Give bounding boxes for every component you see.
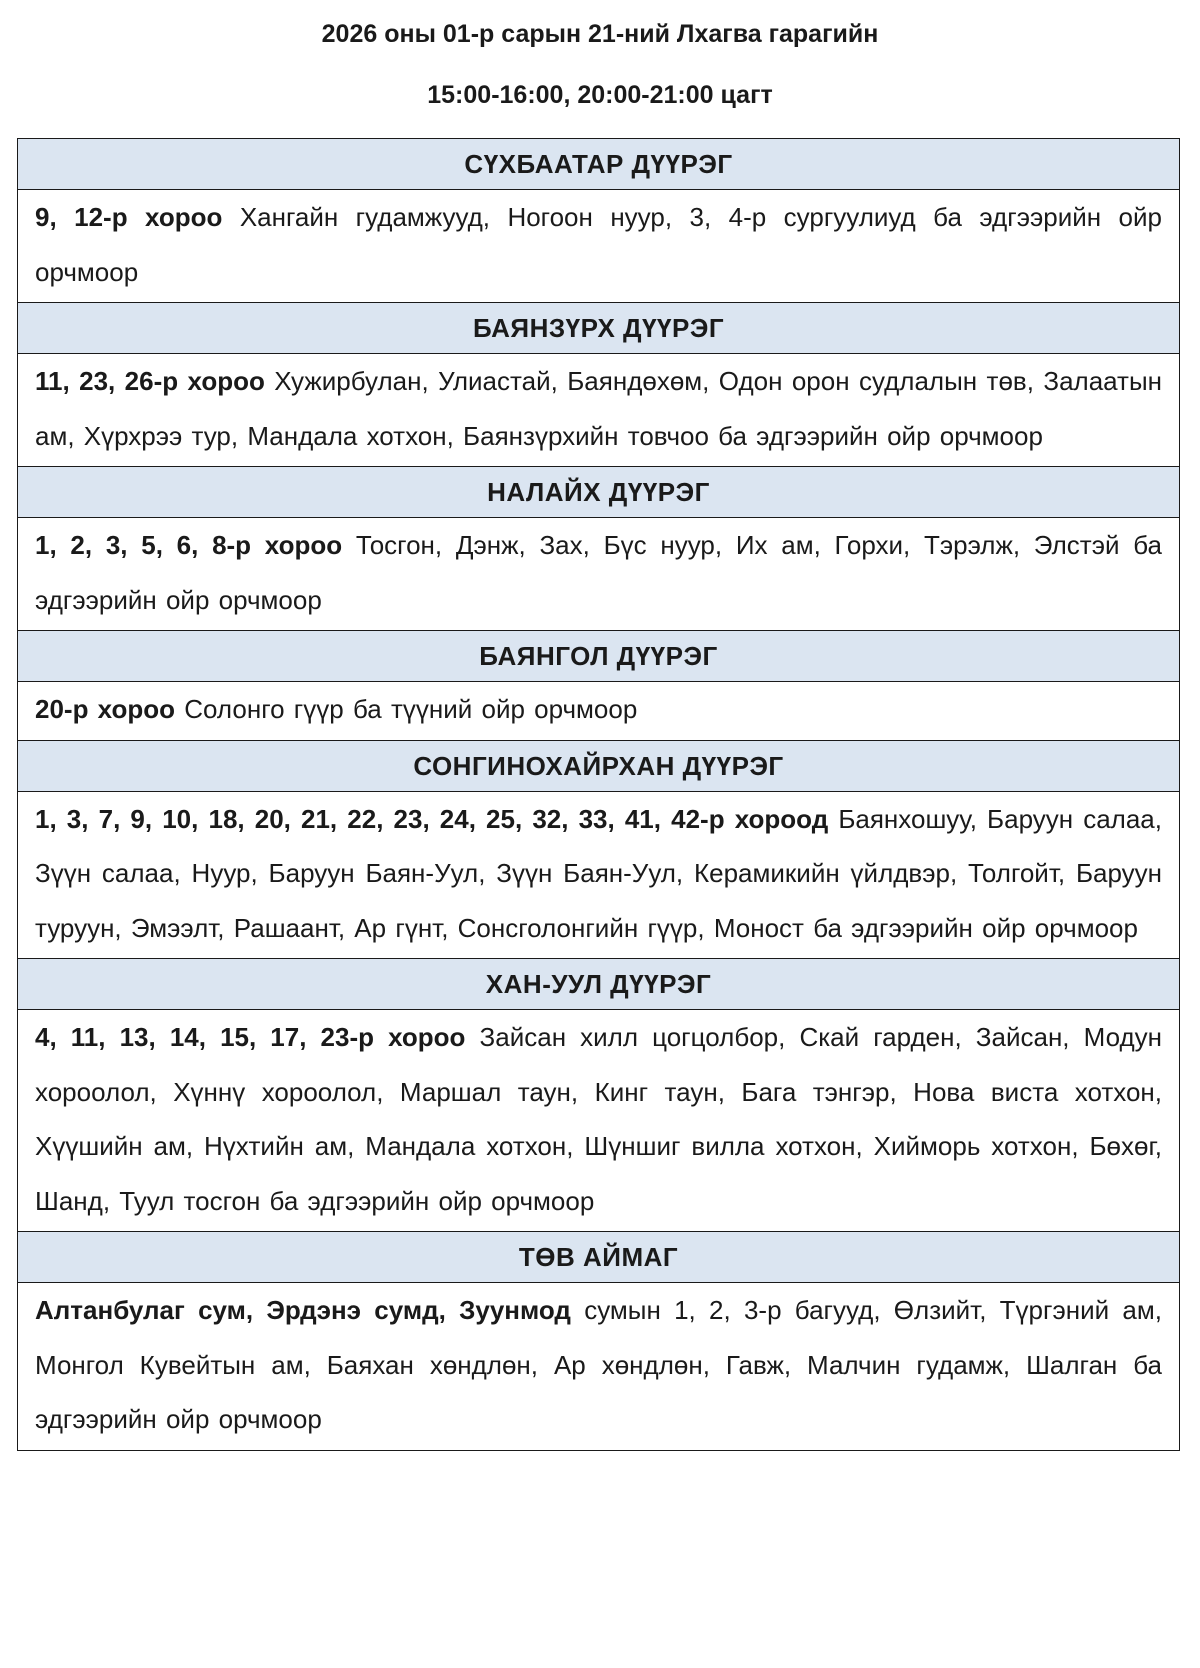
district-header-row xyxy=(18,303,1180,354)
district-name: СОНГИНОХАЙРХАН ДҮҮРЭГ xyxy=(18,740,1180,791)
khoroo-numbers: 1, 2, 3, 5, 6, 8-р хороо xyxy=(35,530,343,560)
district-areas xyxy=(18,791,1180,959)
khoroo-numbers: 4, 11, 13, 14, 15, 17, 23-р хороо xyxy=(35,1022,466,1052)
district-header-row xyxy=(18,959,1180,1010)
area-list: Баянхошуу, Баруун салаа, Зүүн салаа, Нуур, Баруун Баян-Уул, Зүүн Баян-Уул, Керамикийн үйлдвэр, Толгойт, Баруун туруун, Эмээлт, Рашаант, Ар гүнт, Сонсголонгийн гүүр, Моност ба эдгээрийн ойр орчмоор xyxy=(35,803,1162,943)
district-name: ТӨВ АЙМАГ xyxy=(18,1232,1180,1283)
khoroo-numbers: 11, 23, 26-р хороо xyxy=(35,366,265,396)
district-areas xyxy=(18,682,1180,741)
district-areas-row xyxy=(18,791,1180,959)
district-areas-row xyxy=(18,190,1180,303)
notice-date-heading: 2026 оны 01-р сарын 21-ний Лхагва гарагийн xyxy=(321,20,879,48)
district-header-row xyxy=(18,740,1180,791)
khoroo-numbers: 9, 12-р хороо xyxy=(35,202,223,232)
area-list: Тосгон, Дэнж, Зах, Бүс нуур, Их ам, Горхи, Тэрэлж, Элстэй ба эдгээрийн ойр орчмоор xyxy=(35,530,1162,615)
khoroo-numbers: 20-р хороо xyxy=(35,694,176,724)
district-name: ХАН-УУЛ ДҮҮРЭГ xyxy=(18,959,1180,1010)
district-name: БАЯНГОЛ ДҮҮРЭГ xyxy=(18,631,1180,682)
district-name: НАЛАЙХ ДҮҮРЭГ xyxy=(18,467,1180,518)
district-name: БАЯНЗҮРХ ДҮҮРЭГ xyxy=(18,303,1180,354)
area-list: сумын 1, 2, 3-р багууд, Өлзийт, Түргэний ам, Монгол Кувейтын ам, Баяхан хөндлөн, Ар хөндлөн, Гавж, Малчин гудамж, Шалган ба эдгээрийн ойр орчмоор xyxy=(35,1295,1162,1434)
district-areas xyxy=(18,1283,1180,1451)
district-header-row xyxy=(18,139,1180,190)
district-areas-row xyxy=(18,682,1180,741)
district-areas xyxy=(18,518,1180,631)
district-areas xyxy=(18,354,1180,467)
district-header-row xyxy=(18,467,1180,518)
district-areas-row xyxy=(18,1283,1180,1451)
district-name: СҮХБААТАР ДҮҮРЭГ xyxy=(18,139,1180,190)
district-areas-row xyxy=(18,354,1180,467)
area-list: Зайсан хилл цогцолбор, Скай гарден, Зайсан, Модун хороолол, Хүннү хороолол, Маршал таун, Кинг таун, Бага тэнгэр, Нова виста хотхон, Хүүшийн ам, Нүхтийн ам, Мандала хотхон, Шүншиг вилла хотхон, Хийморь хотхон, Бөхөг, Шанд, Туул тосгон ба эдгээрийн ойр орчмоор xyxy=(35,1022,1162,1216)
district-header-row xyxy=(18,1232,1180,1283)
district-areas xyxy=(18,190,1180,303)
district-areas-row xyxy=(18,1010,1180,1232)
area-list: Солонго гүүр ба түүний ойр орчмоор xyxy=(175,694,638,724)
khoroo-numbers: 1, 3, 7, 9, 10, 18, 20, 21, 22, 23, 24, 25, 32, 33, 41, 42-р хороод xyxy=(35,803,829,834)
notice-time-heading: 15:00-16:00, 20:00-21:00 цагт xyxy=(427,81,773,109)
district-areas-row xyxy=(18,518,1180,631)
area-list: Хужирбулан, Улиастай, Баяндөхөм, Одон орон судлалын төв, Залаатын ам, Хүрхрээ тур, Мандала хотхон, Баянзүрхийн товчоо ба эдгээрийн ойр орчмоор xyxy=(35,366,1163,451)
district-header-row xyxy=(18,631,1180,682)
outage-schedule-table xyxy=(17,138,1180,1451)
area-list: Хангайн гудамжууд, Ногоон нуур, 3, 4-р сургуулиуд ба эдгээрийн ойр орчмоор xyxy=(35,202,1162,287)
khoroo-numbers: Алтанбулаг сум, Эрдэнэ сумд, Зуунмод xyxy=(35,1295,571,1325)
district-areas xyxy=(18,1010,1180,1232)
